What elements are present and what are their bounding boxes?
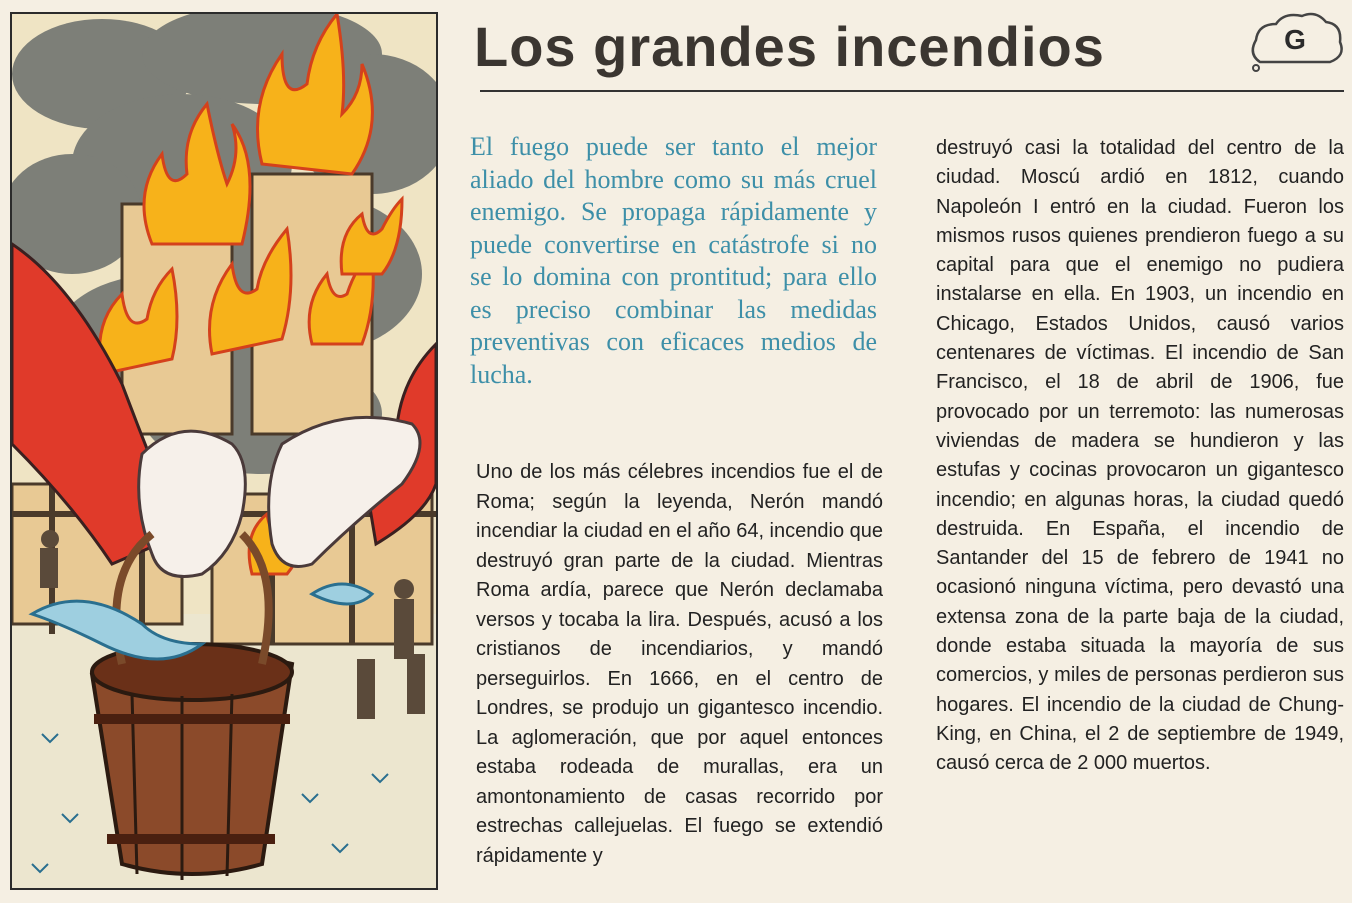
- fire-illustration: [10, 12, 438, 890]
- intro-paragraph: El fuego puede ser tanto el mejor aliado del hombre como su más cruel enemigo. Se propaga rápidamente y puede convertirse en catástrofe si no se lo domina con prontitud; para ello es preciso combinar las medidas preventivas con eficaces medios de lucha.: [470, 132, 877, 389]
- body-column-1: Uno de los más célebres incendios fue el de Roma; según la leyenda, Nerón mandó incendiar la ciudad en el año 64, incendio que destruyó gran parte de la ciudad. Mientras Roma ardía, parece que Nerón declamaba versos y tocaba la lira. Después, acusó a los cristianos de incendiarios, y mandó perseguirlos. En 1666, en el centro de Londres, se produjo un gigantesco incendio. La aglomeración, que por aquel entonces estaba rodeada de murallas, era un amontonamiento de casas recorrido por estrechas callejuelas. El fuego se extendió rápidamente y: [476, 461, 883, 867]
- body-column-2: destruyó casi la totalidad del centro de la ciudad. Moscú ardió en 1812, cuando Napoleón I entró en la ciudad. Fueron los mismos rusos quienes prendieron fuego a su capital para que el enemigo no pudiera instalarse en ella. En 1903, un incendio en Chicago, Estados Unidos, causó varios centenares de víctimas. El incendio de San Francisco, el 18 de abril de 1906, fue provocado por un terremoto: las numerosas viviendas de madera se hundieron y las estufas y cocinas provocaron un gigantesco incendio; en algunas horas, la ciudad quedó destruida. En España, el incendio de Santander del 15 de febrero de 1941 no ocasionó ninguna víctima, pero devastó una extensa zona de la parte baja de la ciudad, donde estaba situada la mayoría de sus comercios, y miles de personas perdieron sus hogares. El incendio de la ciudad de Chung-King, en China, el 2 de septiembre de 1949, causó cerca de 2 000 muertos.: [936, 137, 1344, 775]
- fire-scene-drawing: [12, 14, 436, 888]
- chapter-badge: [1246, 12, 1344, 74]
- title-divider: [480, 90, 1344, 92]
- badge-letter: G: [1284, 24, 1306, 55]
- page-title: Los grandes incendios: [474, 15, 1105, 78]
